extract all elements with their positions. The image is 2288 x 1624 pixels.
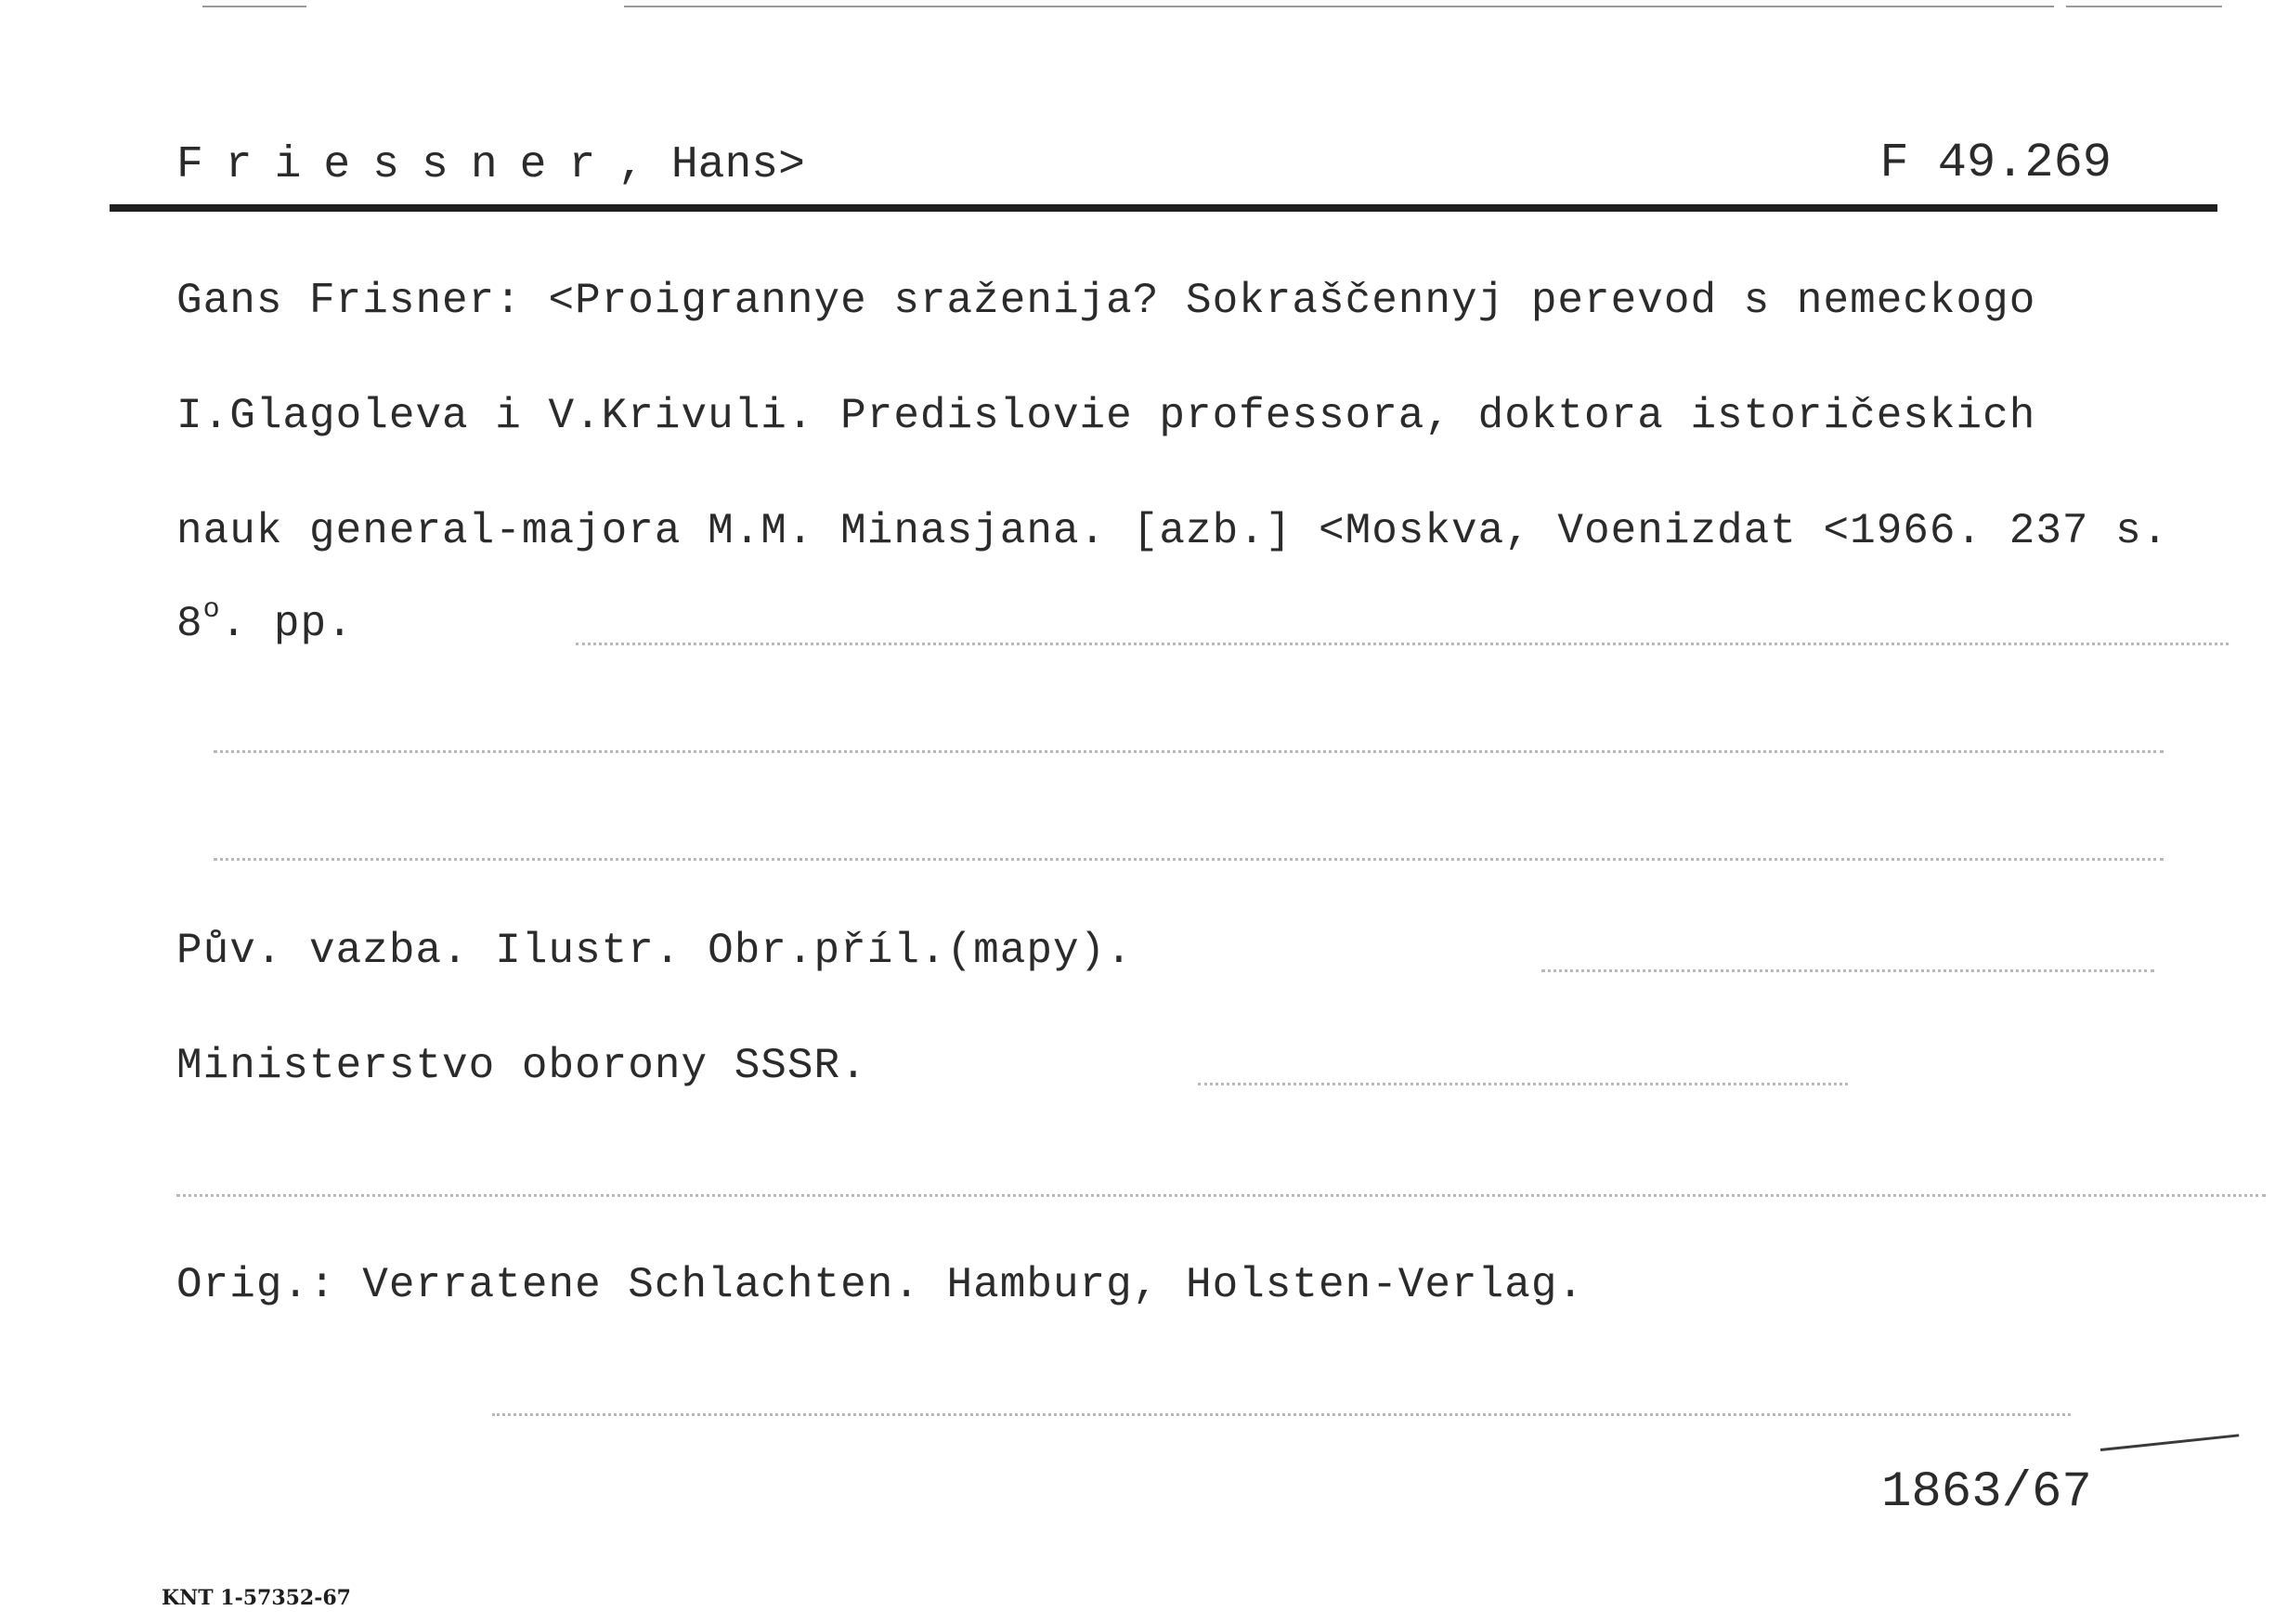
format-size: 8 [176, 600, 203, 648]
accession-stroke [2100, 1434, 2239, 1451]
dotted-fill-line [1198, 1083, 1848, 1088]
dotted-fill-line [492, 1413, 2071, 1419]
body-line-3: nauk general-majora M.M. Minasjana. [azb.] <Moskva, Voenizdat <1966. 237 s. [176, 507, 2169, 555]
top-edge-rule [202, 6, 306, 7]
dotted-fill-line [214, 858, 2164, 864]
top-edge-rule [624, 6, 2054, 7]
heading-rule [110, 204, 2217, 212]
format-pages: . pp. [220, 600, 354, 648]
note-binding: Pův. vazba. Ilustr. Obr.příl.(mapy). [176, 927, 1133, 975]
dotted-fill-line [1541, 969, 2154, 975]
format-superscript: o [202, 594, 221, 626]
body-line-1: Gans Frisner: <Proigrannye sraženija? Sokraščennyj perevod s nemeckogo [176, 277, 2036, 325]
dotted-fill-line [214, 750, 2164, 756]
dotted-fill-line [176, 1194, 2266, 1200]
top-edge-rule [2066, 6, 2222, 7]
accession-number: 1863/67 [1881, 1464, 2092, 1521]
printer-mark: KNT 1-57352-67 [162, 1586, 351, 1610]
body-line-2: I.Glagoleva i V.Krivuli. Predislovie professora, doktora istoričeskich [176, 392, 2036, 440]
dotted-fill-line [576, 643, 2229, 648]
call-number: F 49.269 [1879, 136, 2112, 190]
author-forename: , Hans> [618, 140, 805, 190]
author-heading [176, 137, 805, 193]
note-original-title: Orig.: Verratene Schlachten. Hamburg, Holsten-Verlag. [176, 1261, 1585, 1309]
author-surname: Friessner [176, 140, 618, 190]
note-publisher: Ministerstvo oborony SSSR. [176, 1042, 867, 1090]
format-line [176, 594, 354, 655]
